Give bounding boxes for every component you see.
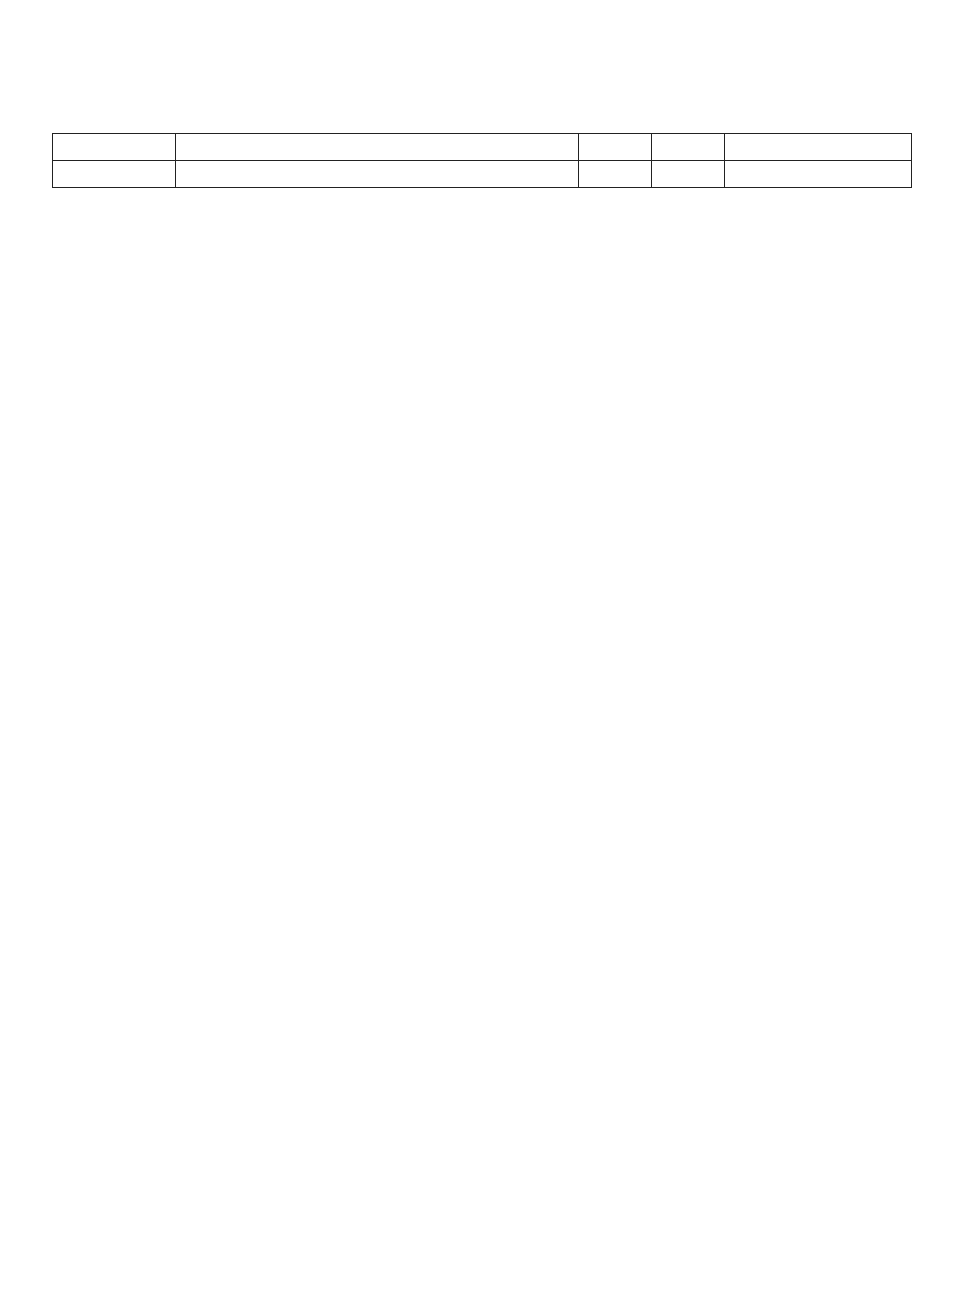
- document-header: [891, 24, 901, 47]
- col-uom: [725, 134, 808, 161]
- schedule-header-row: [53, 134, 912, 161]
- col-description: [176, 134, 579, 161]
- row-qty: [579, 161, 652, 188]
- schedule-row: [53, 161, 912, 188]
- col-total-price: [807, 134, 912, 161]
- row-clin: [53, 161, 176, 188]
- col-qty: [579, 134, 652, 161]
- row-uom: [725, 161, 808, 188]
- col-unit-price: [652, 134, 725, 161]
- row-unit-price: [652, 161, 725, 188]
- row-total-price: [807, 161, 912, 188]
- row-description: [176, 161, 579, 188]
- col-clin: [53, 134, 176, 161]
- schedule-table: [52, 133, 912, 188]
